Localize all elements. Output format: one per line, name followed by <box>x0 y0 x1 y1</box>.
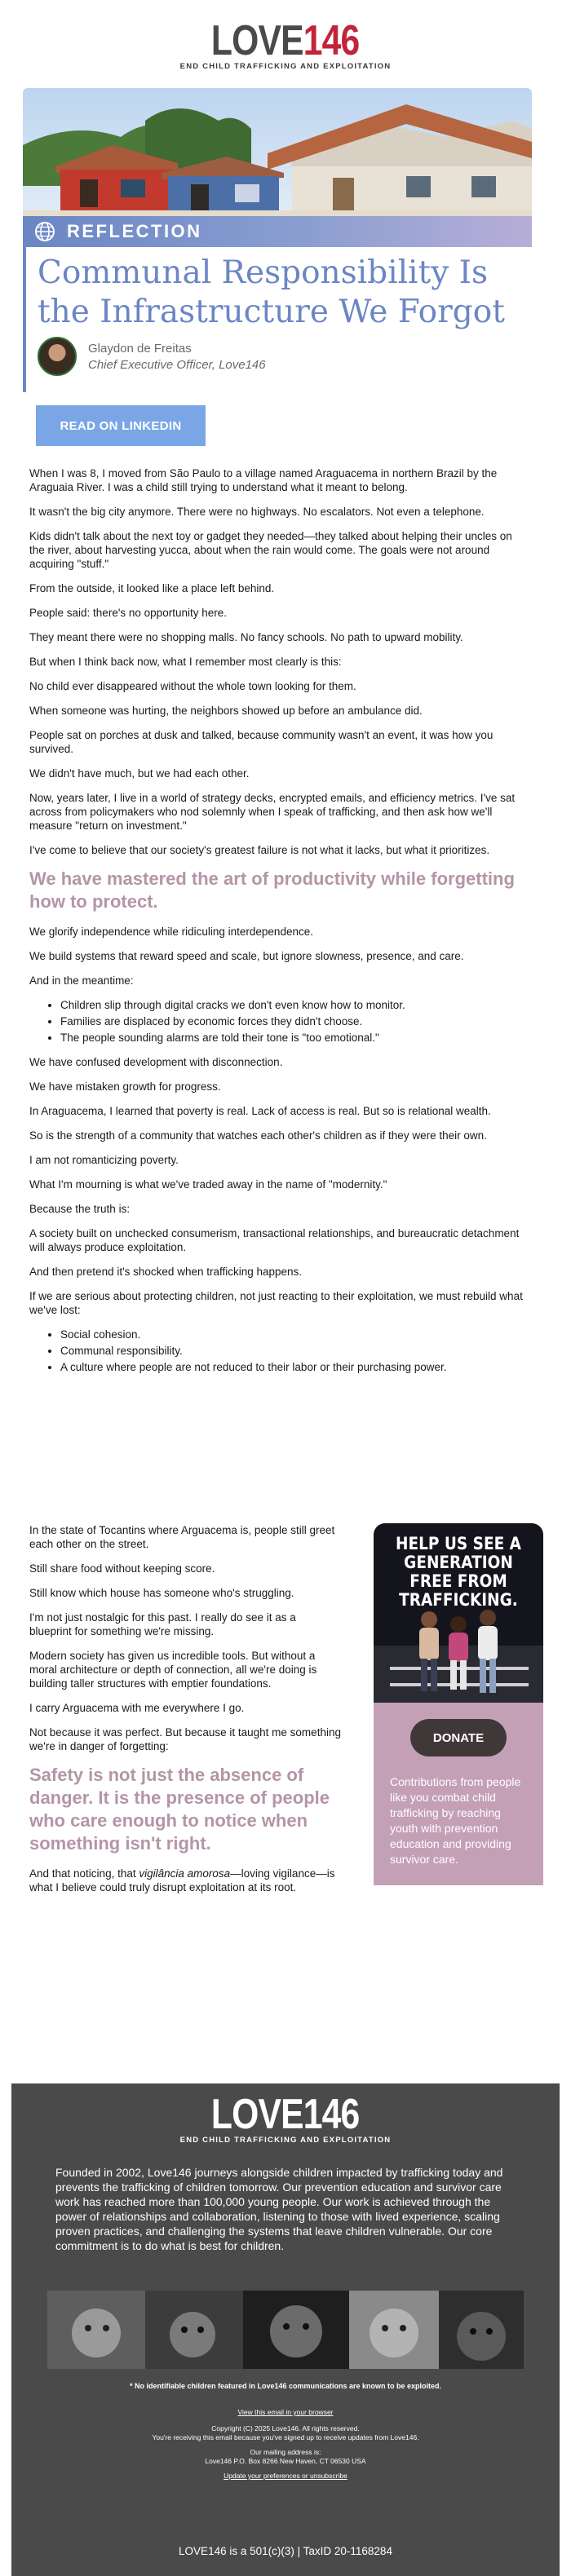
bullet-list <box>29 1328 529 1374</box>
paragraph: I've come to believe that our society's greatest failure is not what it lacks, but what it prioritizes. <box>29 844 490 856</box>
mailing-label: Our mailing address is: <box>250 2448 321 2456</box>
paragraph: They meant there were no shopping malls. No fancy schools. No path to upward mobility. <box>29 631 463 643</box>
author-avatar <box>38 337 77 376</box>
text-run: —loving vigilance—is what I believe could truly disrupt exploitation at its root. <box>29 1867 335 1893</box>
article-continued <box>29 1523 341 1905</box>
paragraph: We have mistaken growth for progress. <box>29 1080 221 1093</box>
list-item: • Families are displaced by economic forces they didn't choose. <box>60 1014 529 1028</box>
paragraph: I'm not just nostalgic for this past. I really do see it as a blueprint for something we're missing. <box>29 1611 296 1637</box>
paragraph: When I was 8, I moved from São Paulo to a village named Araguacema in northern Brazil by the Araguaia River. I was a child still trying to understand what it meant to belong. <box>29 467 498 493</box>
paragraph: No child ever disappeared without the whole town looking for them. <box>29 680 356 692</box>
paragraph: Because the truth is: <box>29 1203 131 1215</box>
footer-disclaimer: * No identifiable children featured in Love146 communications are known to be exploited. <box>129 2382 442 2390</box>
paragraph: So is the strength of a community that watches each other's children as if they were their own. <box>29 1129 487 1142</box>
paragraph: If we are serious about protecting children, not just reacting to their exploitation, we must rebuild what we've lost: <box>29 1290 523 1316</box>
paragraph: People said: there's no opportunity here. <box>29 607 227 619</box>
logo-tagline: END CHILD TRAFFICKING AND EXPLOITATION <box>179 2136 392 2145</box>
category-banner <box>23 216 532 247</box>
paragraph: I am not romanticizing poverty. <box>29 1154 179 1166</box>
paragraph: I carry Arguacema with me everywhere I go. <box>29 1702 245 1714</box>
author-text <box>88 342 266 372</box>
list-item: • Social cohesion. <box>60 1328 529 1341</box>
donate-ad[interactable] <box>374 1523 543 1885</box>
paragraph: In Araguacema, I learned that poverty is real. Lack of access is real. But so is relational wealth. <box>29 1105 491 1117</box>
pull-quote-heading: Safety is not just the absence of danger. It is the presence of people who care enough to notice when something isn't right. <box>29 1765 330 1854</box>
logo-wordmark <box>211 2092 360 2137</box>
ad-photo <box>374 1523 543 1703</box>
author-role: Chief Executive Officer, Love146 <box>88 357 266 372</box>
paragraph: And in the meantime: <box>29 974 134 987</box>
teens-photo-illustration <box>374 1523 543 1703</box>
paragraph: Kids didn't talk about the next toy or gadget they needed—they talked about helping their uncles on the river, about harvesting yucca, about when the rain would come. The goals were not around acquiring "stuff." <box>29 530 512 570</box>
logo-146: 146 <box>303 2091 360 2138</box>
ad-text: Contributions from people like you combat child trafficking by reaching youth with prevention education and providing survivor care. <box>390 1775 521 1866</box>
footer <box>11 2083 560 2576</box>
pull-quote-heading: We have mastered the art of productivity while forgetting how to protect. <box>29 868 515 912</box>
view-in-browser-link[interactable]: View this email in your browser <box>237 2408 334 2416</box>
paragraph: Still share food without keeping score. <box>29 1562 215 1575</box>
text-run: And that noticing, that <box>29 1867 139 1880</box>
children-photo-strip <box>47 2291 524 2369</box>
paragraph: A society built on unchecked consumerism, transactional relationships, and bureaucratic detachment will always produce exploitation. <box>29 1227 520 1253</box>
paragraph: And then pretend it's shocked when trafficking happens. <box>29 1266 303 1278</box>
paragraph: In the state of Tocantins where Arguacema is, people still greet each other on the street. <box>29 1524 335 1550</box>
category-label: REFLECTION <box>67 221 202 241</box>
paragraph: We build systems that reward speed and scale, but ignore slowness, presence, and care. <box>29 950 464 962</box>
title-block <box>23 247 529 392</box>
author-byline <box>38 337 266 376</box>
paragraph: But when I think back now, what I remember most clearly is this: <box>29 656 342 668</box>
paragraph: We didn't have much, but we had each other. <box>29 767 250 780</box>
paragraph: Not because it was perfect. But because it taught me something we're in danger of forgetting: <box>29 1726 341 1752</box>
article-body <box>29 466 529 1385</box>
paragraph: We glorify independence while ridiculing interdependence. <box>29 926 313 938</box>
subscription-reason: You're receiving this email because you've signed up to receive updates from Love146. <box>152 2433 419 2441</box>
mailing-address: Love146 P.O. Box 8266 New Haven, CT 06530 USA <box>205 2457 366 2465</box>
copyright: Copyright (C) 2025 Love146. All rights reserved. <box>211 2424 360 2432</box>
paragraph: It wasn't the big city anymore. There were no highways. No escalators. Not even a telephone. <box>29 506 485 518</box>
logo-love: LOVE <box>211 2091 304 2138</box>
list-item: • The people sounding alarms are told their tone is "too emotional." <box>60 1031 529 1045</box>
paragraph: Modern society has given us incredible tools. But without a moral architecture or depth of connection, all we're doing is building taller structures with emptier foundations. <box>29 1650 317 1690</box>
ad-body <box>374 1703 543 1885</box>
paragraph: From the outside, it looked like a place left behind. <box>29 582 275 594</box>
bullet-list <box>29 998 529 1045</box>
logo-146: 146 <box>303 17 360 64</box>
tax-info: LOVE146 is a 501(c)(3) | TaxID 20-1168284 <box>179 2545 392 2557</box>
globe-icon <box>34 221 55 242</box>
ad-headline: HELP US SEE A GENERATION FREE FROM TRAFFICKING. <box>396 1534 521 1610</box>
list-item: • A culture where people are not reduced to their labor or their purchasing power. <box>60 1360 529 1374</box>
logo-love: LOVE <box>211 17 304 64</box>
emphasis: vigilância amorosa <box>139 1867 231 1880</box>
list-item: • Children slip through digital cracks we don't even know how to monitor. <box>60 998 529 1012</box>
paragraph: When someone was hurting, the neighbors showed up before an ambulance did. <box>29 705 423 717</box>
paragraph: Now, years later, I live in a world of strategy decks, encrypted emails, and efficiency metrics. I've sat across from policymakers who nod solemnly when I speak of trafficking, and then ask how we'll measure "return on investment." <box>29 792 516 832</box>
article-title: Communal Responsibility Is the Infrastructure We Forgot <box>38 254 505 330</box>
paragraph: Still know which house has someone who's struggling. <box>29 1587 294 1599</box>
paragraph: People sat on porches at dusk and talked, because community wasn't an event, it was how you survived. <box>29 729 494 755</box>
preferences-link[interactable]: Update your preferences or unsubscribe <box>224 2472 347 2480</box>
footer-logo[interactable] <box>11 2092 560 2145</box>
list-item: • Communal responsibility. <box>60 1344 529 1358</box>
paragraph: What I'm mourning is what we've traded away in the name of "modernity." <box>29 1178 387 1191</box>
paragraph: We have confused development with disconnection. <box>29 1056 283 1068</box>
footer-about: Founded in 2002, Love146 journeys alongside children impacted by trafficking today and prevents the trafficking of children tomorrow. Our prevention education and survivor care work has reached more than 100,000 young people. Our work is achieved through the power of relationships and collaboration, listening to those with lived experience, scaling proven practices, and challenging the systems that leave children vulnerable. Our core commitment is to do what is best for children. <box>55 2166 503 2252</box>
donate-button[interactable]: DONATE <box>410 1719 507 1756</box>
love146-logo[interactable] <box>0 18 571 71</box>
logo-wordmark <box>211 18 360 64</box>
read-on-linkedin-button[interactable]: READ ON LINKEDIN <box>36 405 206 446</box>
author-name: Glaydon de Freitas <box>88 341 192 356</box>
paragraph <box>29 1867 341 1894</box>
logo-tagline: END CHILD TRAFFICKING AND EXPLOITATION <box>179 62 392 71</box>
